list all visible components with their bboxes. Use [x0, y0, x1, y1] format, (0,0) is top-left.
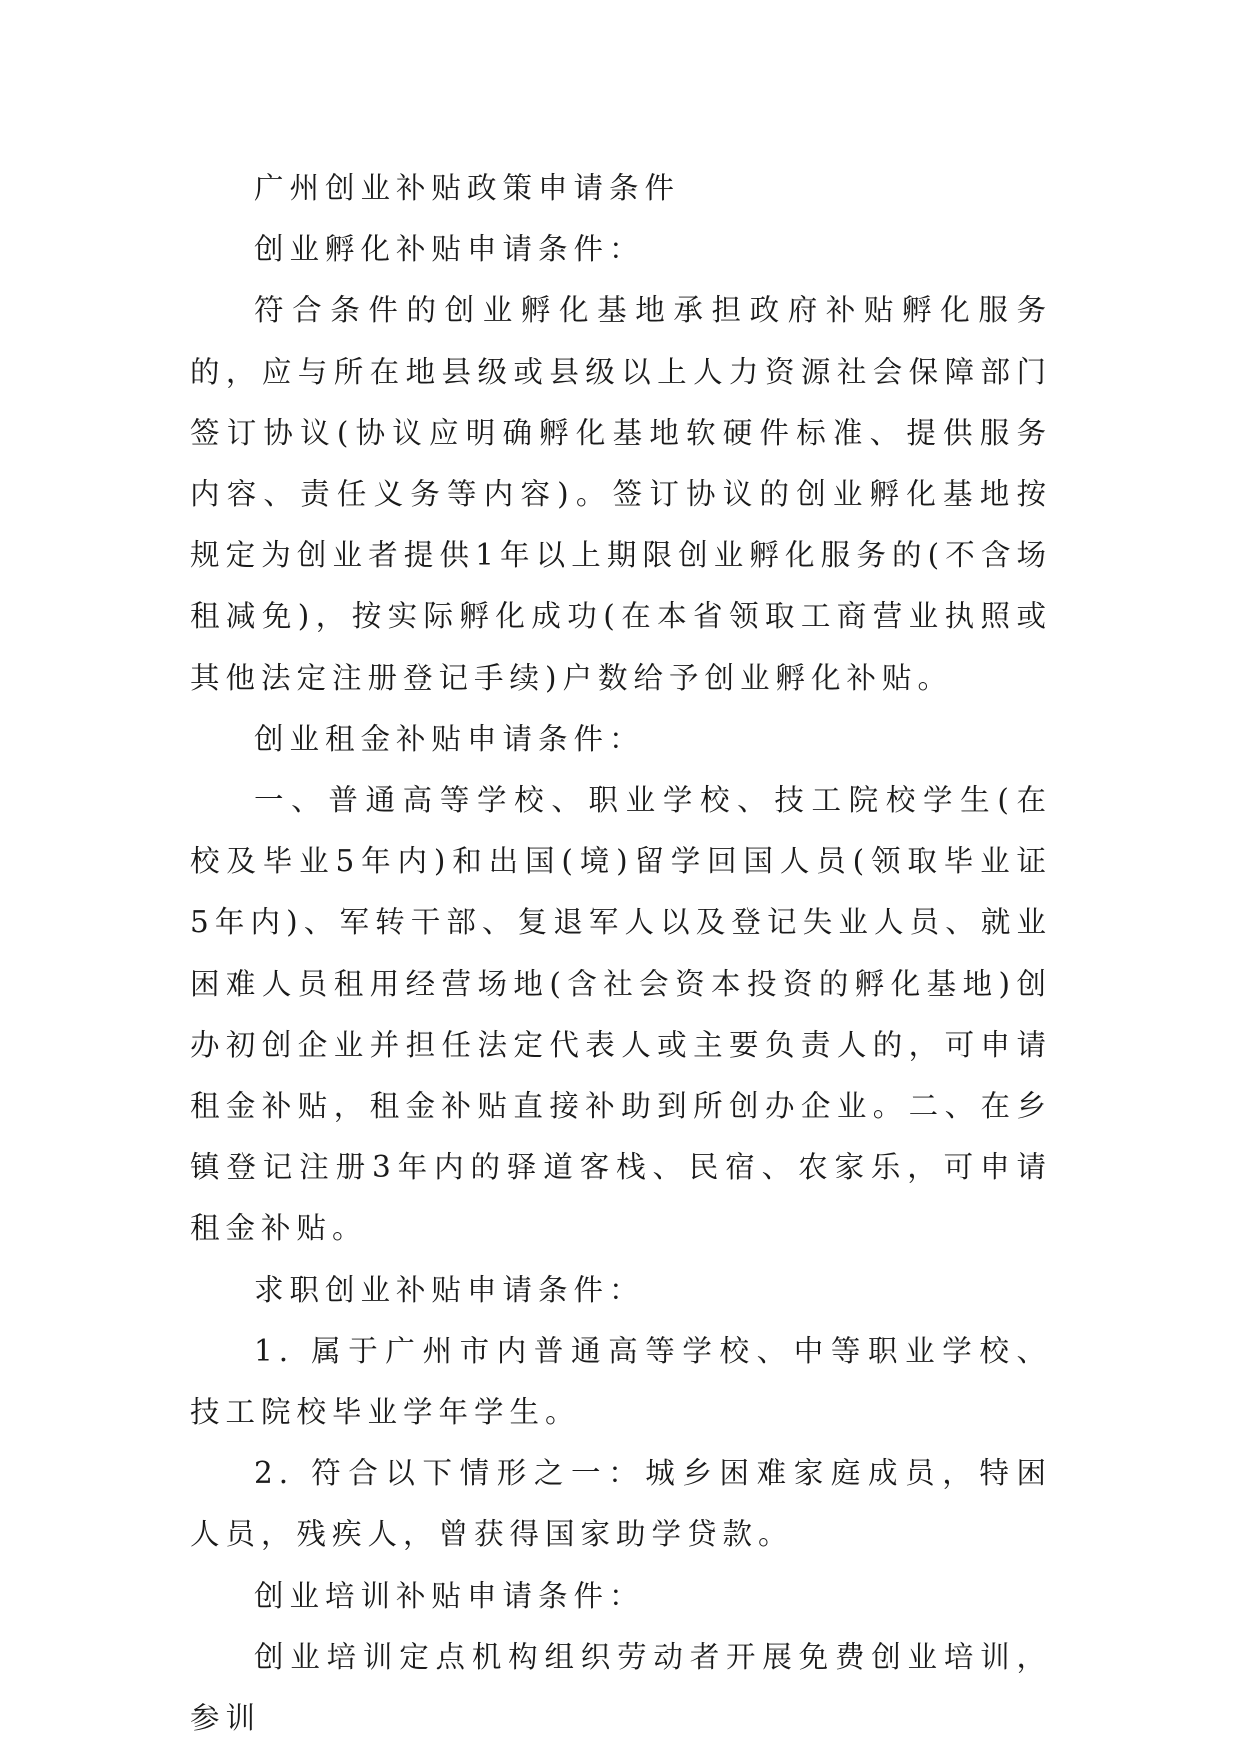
list-item-job-seeking-2: 2. 符合以下情形之一：城乡困难家庭成员，特困人员，残疾人，曾获得国家助学贷款。 — [190, 1456, 1052, 1552]
document-body — [190, 158, 1052, 1749]
section-heading-incubation-subsidy: 创业孵化补贴申请条件： — [254, 232, 645, 267]
paragraph-rent-conditions: 一、普通高等学校、职业学校、技工院校学生(在校及毕业5年内)和出国(境)留学回国人员(领取毕业证5年内)、军转干部、复退军人以及登记失业人员、就业困难人员租用经营场地(含社会资本投资的孵化基地)创办初创企业并担任法定代表人或主要负责人的，可申请租金补贴，租金补贴直接补助到所创办企业。二、在乡镇登记注册3年内的驿道客栈、民宿、农家乐，可申请租金补贴。 — [190, 783, 1052, 1246]
list-item-job-seeking-1: 1. 属于广州市内普通高等学校、中等职业学校、技工院校毕业学年学生。 — [190, 1333, 1052, 1430]
section-heading-rent-subsidy: 创业租金补贴申请条件： — [254, 721, 645, 756]
document-title: 广州创业补贴政策申请条件 — [254, 171, 681, 205]
paragraph-training-conditions: 创业培训定点机构组织劳动者开展免费创业培训，参训 — [190, 1639, 1052, 1736]
section-heading-training-subsidy: 创业培训补贴申请条件： — [254, 1578, 645, 1613]
paragraph-incubation-conditions: 符合条件的创业孵化基地承担政府补贴孵化服务的，应与所在地县级或县级以上人力资源社会保障部门签订协议(协议应明确孵化基地软硬件标准、提供服务内容、责任义务等内容)。签订协议的创业孵化基地按规定为创业者提供1年以上期限创业孵化服务的(不含场租减免)，按实际孵化成功(在本省领取工商营业执照或其他法定注册登记手续)户数给予创业孵化补贴。 — [190, 293, 1052, 695]
section-heading-job-seeking-subsidy: 求职创业补贴申请条件： — [254, 1272, 645, 1307]
